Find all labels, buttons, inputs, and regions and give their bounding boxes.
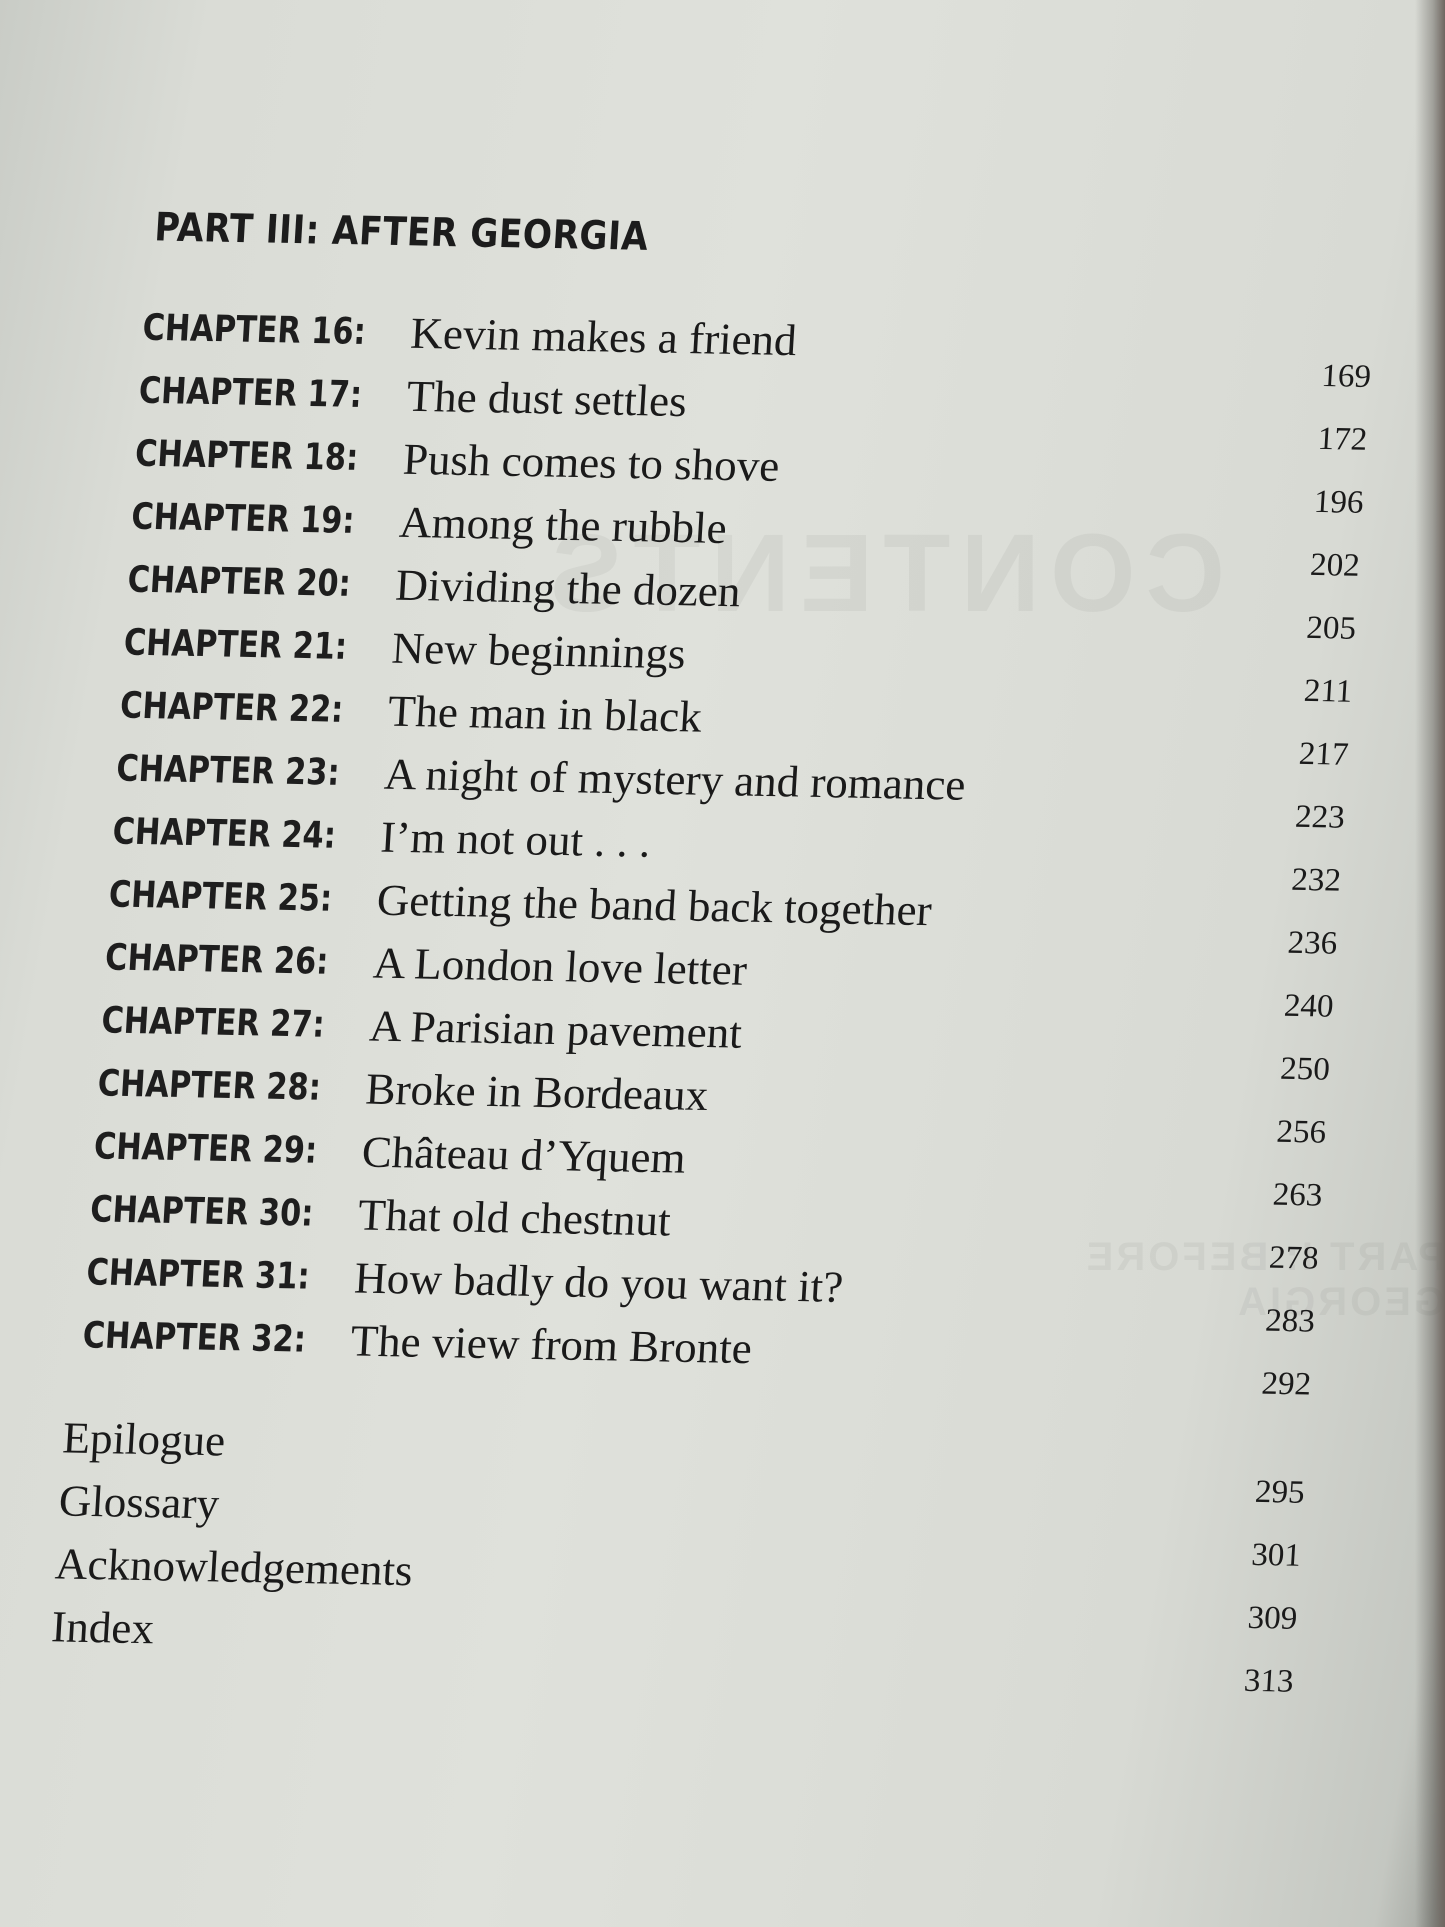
chapter-title: Dividing the dozen (394, 560, 742, 617)
page-number: 263 (1271, 1177, 1324, 1214)
chapter-label: CHAPTER 16: (141, 306, 368, 353)
page-number: 205 (1305, 610, 1358, 647)
page-number: 256 (1275, 1114, 1328, 1151)
page-number: 232 (1290, 862, 1343, 899)
chapter-label: CHAPTER 28: (96, 1061, 323, 1109)
chapter-label: CHAPTER 17: (137, 369, 364, 416)
chapter-title: How badly do you want it? (353, 1253, 845, 1312)
page-number: 313 (1242, 1663, 1295, 1700)
chapter-label: CHAPTER 25: (107, 873, 334, 920)
chapter-title: The view from Bronte (349, 1316, 754, 1373)
chapter-title: Broke in Bordeaux (364, 1064, 710, 1120)
chapter-label: CHAPTER 22: (118, 684, 345, 731)
chapter-label: CHAPTER 20: (126, 558, 353, 605)
chapter-label: CHAPTER 21: (122, 621, 349, 668)
chapter-title: New beginnings (390, 623, 688, 679)
page-number: 301 (1250, 1537, 1302, 1574)
chapter-title: Push comes to shove (401, 434, 781, 491)
chapter-title: Getting the band back together (375, 875, 934, 936)
chapter-label: CHAPTER 26: (104, 935, 330, 983)
chapter-label: CHAPTER 23: (115, 747, 341, 794)
back-matter-title: Acknowledgements (53, 1538, 415, 1596)
page-number: 283 (1264, 1303, 1316, 1340)
page-number: 240 (1282, 988, 1335, 1025)
chapter-title: Château d’Yquem (360, 1127, 688, 1183)
back-matter-title: Epilogue (61, 1412, 227, 1466)
page-number: 292 (1260, 1366, 1313, 1403)
page-number: 211 (1302, 673, 1354, 710)
chapter-title: That old chestnut (356, 1190, 673, 1246)
page-number: 236 (1286, 925, 1339, 962)
page-number: 309 (1246, 1600, 1299, 1637)
chapter-title: Among the rubble (397, 497, 729, 553)
page-number: 223 (1294, 799, 1346, 836)
chapter-title: A London love letter (371, 938, 749, 995)
page-number: 169 (1320, 358, 1372, 395)
back-matter-title: Index (50, 1601, 156, 1654)
part-title: PART III: AFTER GEORGIA (153, 204, 650, 260)
chapter-title: I’m not out . . . (379, 812, 653, 867)
chapter-label: CHAPTER 29: (92, 1124, 319, 1172)
chapter-label: CHAPTER 32: (81, 1313, 308, 1361)
page-edge-shadow (1415, 0, 1445, 1927)
chapter-label: CHAPTER 18: (133, 432, 360, 479)
chapter-title: Kevin makes a friend (409, 308, 799, 366)
chapter-title: The man in black (386, 686, 704, 742)
chapter-label: CHAPTER 31: (85, 1250, 311, 1298)
chapter-title: A night of mystery and romance (382, 749, 967, 810)
page-number: 250 (1279, 1051, 1331, 1088)
back-matter-title: Glossary (57, 1475, 221, 1529)
chapter-label: CHAPTER 30: (89, 1187, 315, 1235)
chapter-title: A Parisian pavement (368, 1001, 744, 1058)
page-number: 196 (1312, 484, 1365, 521)
chapter-label: CHAPTER 19: (130, 495, 356, 542)
page-number: 295 (1254, 1474, 1306, 1511)
chapter-title: The dust settles (405, 371, 689, 426)
page-number: 202 (1309, 547, 1361, 584)
chapter-label: CHAPTER 27: (100, 998, 326, 1046)
page-number: 172 (1316, 421, 1369, 458)
chapter-label: CHAPTER 24: (111, 810, 338, 857)
page-number: 217 (1297, 736, 1350, 773)
page-number: 278 (1268, 1240, 1320, 1277)
